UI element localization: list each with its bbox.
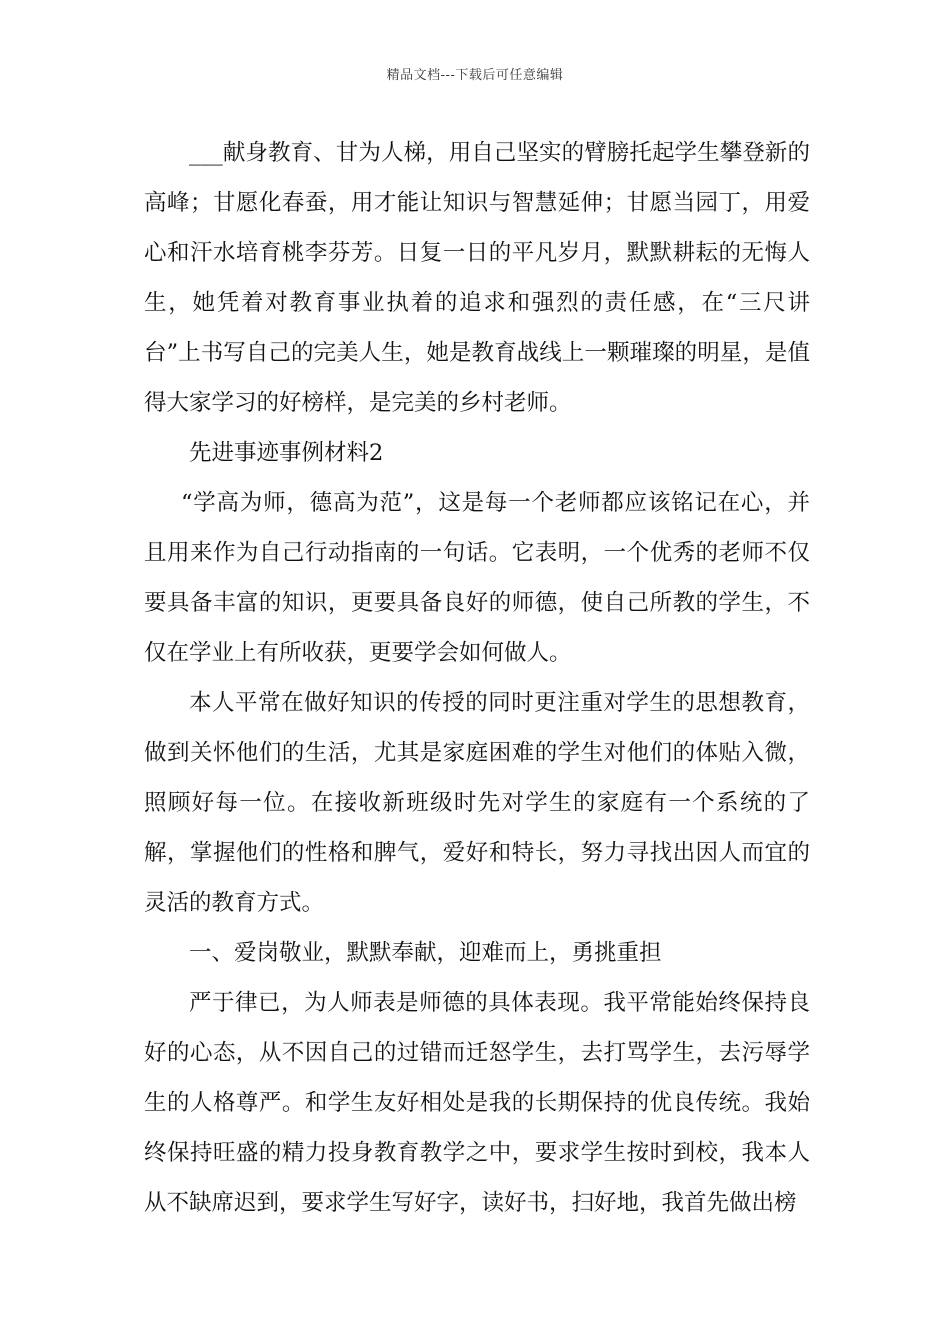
document-body — [144, 128, 810, 1228]
paragraph-student-care: 本人平常在做好知识的传授的同时更注重对学生的思想教育，做到关怀他们的生活，尤其是家庭困难的学生对他们的体贴入微，照顾好每一位。在接收新班级时先对学生的家庭有一个系统的了解，掌握他们的性格和脾气，爱好和特长，努力寻找出因人而宜的灵活的教育方式。 — [144, 690, 810, 916]
paragraph-dedication: ___献身教育、甘为人梯，用自己坚实的臂膀托起学生攀登新的高峰；甘愿化春蚕，用才能让知识与智慧延伸；甘愿当园丁，用爱心和汗水培育桃李芬芳。日复一日的平凡岁月，默默耕耘的无悔人生，她凭着对教育事业执着的追求和强烈的责任感，在“三尺讲台”上书写自己的完美人生，她是教育战线上一颗璀璨的明星，是值得大家学习的好榜样，是完美的乡村老师。 — [144, 140, 810, 416]
paragraph-teacher-motto: “学高为师，德高为范”，这是每一个老师都应该铭记在心，并且用来作为自己行动指南的一句话。它表明，一个优秀的老师不仅要具备丰富的知识，更要具备良好的师德，使自己所教的学生，不仅在学业上有所收获，更要学会如何做人。 — [144, 490, 810, 666]
section-heading-dedication: 一、爱岗敬业，默默奉献，迎难而上，勇挑重担 — [189, 940, 662, 966]
section-heading-material-2: 先进事迹事例材料2 — [189, 440, 384, 466]
paragraph-self-discipline: 严于律已，为人师表是师德的具体表现。我平常能始终保持良好的心态，从不因自己的过错而迁怒学生，去打骂学生，去污辱学生的人格尊严。和学生友好相处是我的长期保持的优良传统。我始终保持旺盛的精力投身教育教学之中，要求学生按时到校，我本人从不缺席迟到，要求学生写好字，读好书，扫好地，我首先做出榜 — [144, 990, 810, 1216]
page-header: 精品文档---下载后可任意编辑 — [386, 68, 564, 83]
